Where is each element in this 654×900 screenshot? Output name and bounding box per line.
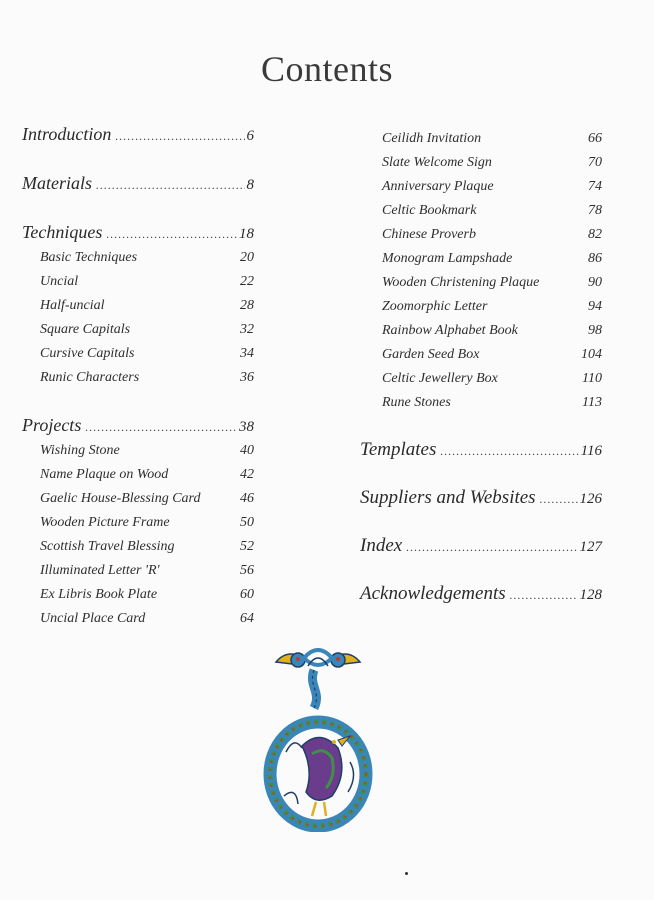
dot-leader <box>106 222 237 246</box>
toc-item-label: Basic Techniques <box>40 250 138 265</box>
page-speck <box>405 872 408 875</box>
projects-list-continued <box>360 127 602 415</box>
toc-section-label: Index <box>360 535 403 556</box>
toc-item[interactable] <box>360 367 602 391</box>
toc-page-number: 110 <box>582 371 602 386</box>
page-title: Contents <box>260 49 393 89</box>
toc-page-number: 66 <box>588 131 602 146</box>
toc-item[interactable] <box>360 175 602 199</box>
toc-item[interactable] <box>22 463 254 487</box>
toc-page-number: 70 <box>588 155 602 170</box>
toc-item[interactable] <box>360 319 602 343</box>
toc-page-number: 32 <box>240 322 254 337</box>
toc-item-label: Wishing Stone <box>40 443 120 458</box>
toc-page-number: 40 <box>240 443 254 458</box>
toc-page-number: 52 <box>240 539 254 554</box>
toc-item-label: Ex Libris Book Plate <box>40 587 158 602</box>
toc-section-label: Projects <box>22 415 82 435</box>
toc-item-label: Rainbow Alphabet Book <box>382 323 518 338</box>
toc-page-number: 6 <box>246 128 254 144</box>
toc-item-label: Name Plaque on Wood <box>40 467 169 482</box>
toc-item-label: Monogram Lampshade <box>382 251 513 266</box>
toc-page-number: 86 <box>588 251 602 266</box>
toc-item[interactable] <box>22 342 254 366</box>
toc-page-number: 22 <box>240 274 254 289</box>
toc-item[interactable] <box>360 343 602 367</box>
contents-left-column <box>22 122 254 631</box>
toc-item[interactable] <box>22 583 254 607</box>
toc-item-label: Celtic Jewellery Box <box>382 371 498 386</box>
techniques-list <box>22 246 254 390</box>
dot-leader <box>440 439 578 463</box>
toc-page-number: 126 <box>579 491 602 507</box>
toc-page-number: 128 <box>579 587 602 603</box>
toc-page-number: 20 <box>240 250 254 265</box>
toc-page-number: 82 <box>588 227 602 242</box>
toc-item[interactable] <box>360 199 602 223</box>
dot-leader <box>96 173 245 197</box>
toc-item[interactable] <box>360 391 602 415</box>
toc-item-label: Scottish Travel Blessing <box>40 539 175 554</box>
toc-page-number: 36 <box>240 370 254 385</box>
toc-page-number: 18 <box>239 226 254 242</box>
toc-page-number: 34 <box>240 346 254 361</box>
toc-page-number: 78 <box>588 203 602 218</box>
dot-leader <box>406 535 577 559</box>
toc-item-label: Square Capitals <box>40 322 131 337</box>
toc-item-label: Illuminated Letter 'R' <box>40 563 160 578</box>
toc-item-label: Rune Stones <box>382 395 451 410</box>
toc-page-number: 64 <box>240 611 254 626</box>
toc-item[interactable] <box>360 127 602 151</box>
toc-item[interactable] <box>22 559 254 583</box>
dot-leader <box>510 583 578 607</box>
contents-right-column <box>360 127 602 607</box>
toc-item-label: Uncial Place Card <box>40 611 146 626</box>
toc-page-number: 8 <box>246 177 254 193</box>
toc-section-acknowledgements[interactable] <box>360 582 602 607</box>
toc-item[interactable] <box>22 270 254 294</box>
toc-item-label: Runic Characters <box>40 370 140 385</box>
toc-item[interactable] <box>22 439 254 463</box>
toc-page-number: 42 <box>240 467 254 482</box>
toc-page-number: 74 <box>588 179 602 194</box>
toc-page-number: 116 <box>580 443 602 459</box>
toc-section-label: Templates <box>360 439 437 460</box>
toc-page-number: 90 <box>588 275 602 290</box>
toc-page-number: 98 <box>588 323 602 338</box>
toc-item[interactable] <box>22 246 254 270</box>
toc-section-introduction[interactable] <box>22 122 254 148</box>
toc-item-label: Chinese Proverb <box>382 227 476 242</box>
toc-page-number: 46 <box>240 491 254 506</box>
toc-section-label: Techniques <box>22 222 103 242</box>
toc-item[interactable] <box>22 366 254 390</box>
toc-item[interactable] <box>22 487 254 511</box>
toc-item-label: Uncial <box>40 274 79 289</box>
toc-item-label: Half-uncial <box>40 298 105 313</box>
toc-item-label: Cursive Capitals <box>40 346 135 361</box>
toc-item[interactable] <box>360 151 602 175</box>
toc-item[interactable] <box>360 271 602 295</box>
toc-item-label: Anniversary Plaque <box>382 179 494 194</box>
toc-section-techniques[interactable] <box>22 220 254 246</box>
toc-item-label: Wooden Christening Plaque <box>382 275 540 290</box>
toc-page-number: 50 <box>240 515 254 530</box>
toc-item-label: Celtic Bookmark <box>382 203 477 218</box>
dot-leader <box>540 487 578 511</box>
toc-item[interactable] <box>22 535 254 559</box>
toc-section-label: Introduction <box>22 124 112 144</box>
toc-section-label: Materials <box>22 173 92 193</box>
toc-item[interactable] <box>22 607 254 631</box>
projects-list <box>22 439 254 631</box>
toc-item-label: Garden Seed Box <box>382 347 480 362</box>
toc-item[interactable] <box>22 511 254 535</box>
toc-item[interactable] <box>360 247 602 271</box>
toc-section-label: Suppliers and Websites <box>360 487 536 508</box>
celtic-zoomorphic-letter-d-icon <box>262 636 374 832</box>
toc-item[interactable] <box>360 295 602 319</box>
dot-leader <box>85 415 237 439</box>
toc-item-label: Ceilidh Invitation <box>382 131 482 146</box>
toc-section-index[interactable] <box>360 534 602 559</box>
toc-section-suppliers[interactable] <box>360 486 602 511</box>
toc-section-projects[interactable] <box>22 413 254 439</box>
toc-section-label: Acknowledgements <box>360 583 506 604</box>
toc-item-label: Wooden Picture Frame <box>40 515 170 530</box>
toc-item-label: Gaelic House-Blessing Card <box>40 491 201 506</box>
toc-page-number: 94 <box>588 299 602 314</box>
toc-section-templates[interactable] <box>360 438 602 463</box>
toc-page-number: 113 <box>582 395 602 410</box>
dot-leader <box>115 124 244 148</box>
toc-page-number: 104 <box>581 347 602 362</box>
toc-page-number: 127 <box>579 539 602 555</box>
toc-item-label: Slate Welcome Sign <box>382 155 492 170</box>
toc-section-materials[interactable] <box>22 171 254 197</box>
toc-page-number: 60 <box>240 587 254 602</box>
toc-item[interactable] <box>360 223 602 247</box>
toc-page-number: 56 <box>240 563 254 578</box>
toc-item[interactable] <box>22 294 254 318</box>
toc-item[interactable] <box>22 318 254 342</box>
toc-page-number: 28 <box>240 298 254 313</box>
toc-item-label: Zoomorphic Letter <box>382 299 488 314</box>
toc-page-number: 38 <box>239 419 254 435</box>
